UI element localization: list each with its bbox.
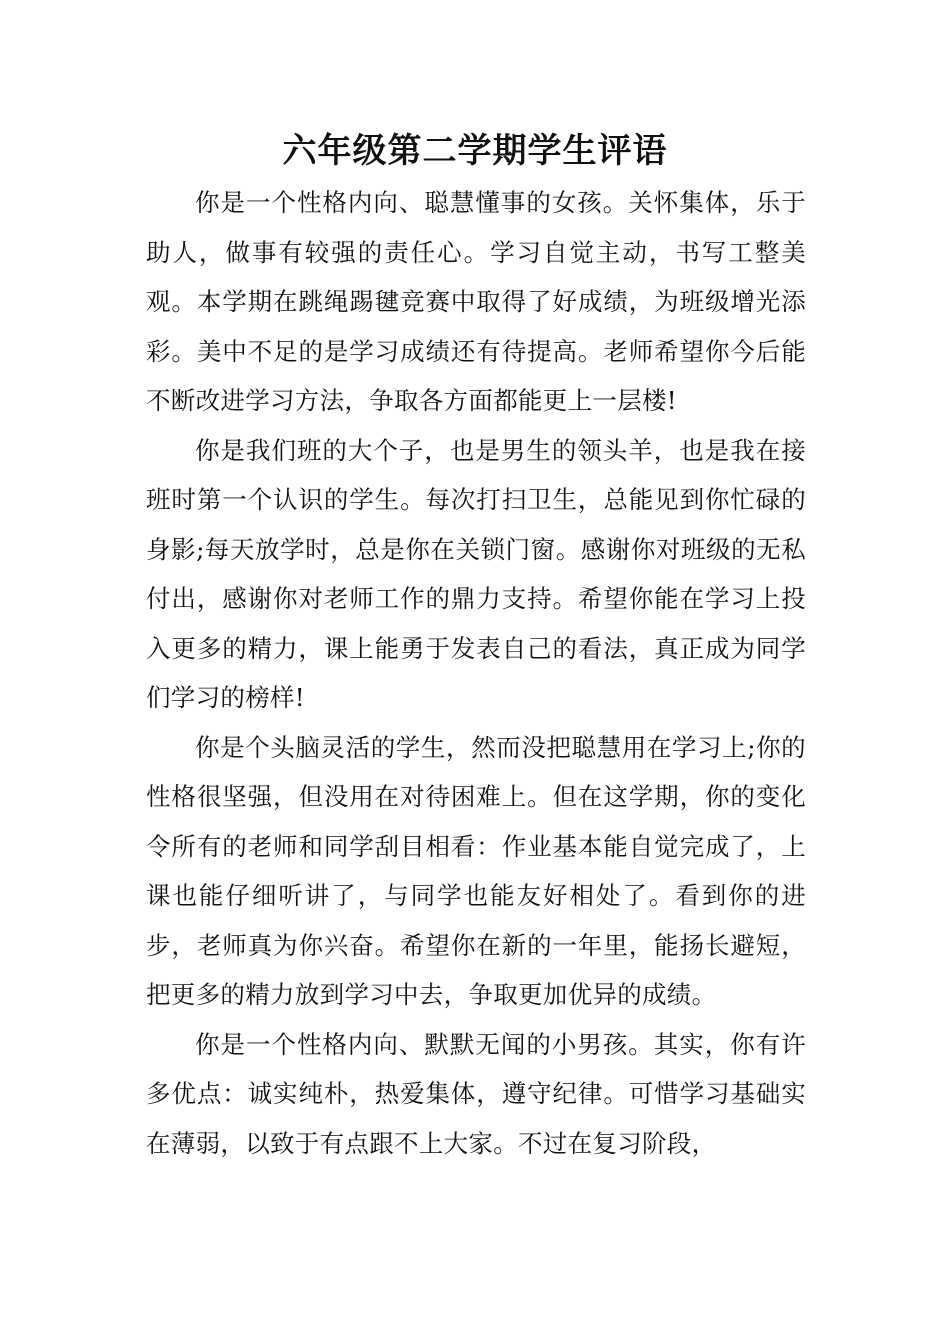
paragraph-2: 你是我们班的大个子，也是男生的领头羊，也是我在接班时第一个认识的学生。每次打扫卫生，总能见到你忙碌的身影;每天放学时，总是你在关锁门窗。感谢你对班级的无私付出，感谢你对老师工作的鼎力支持。希望你能在学习上投入更多的精力，课上能勇于发表自己的看法，真正成为同学们学习的榜样!	[146, 435, 806, 712]
paragraph-3: 你是个头脑灵活的学生，然而没把聪慧用在学习上;你的性格很坚强，但没用在对待困难上。但在这学期，你的变化令所有的老师和同学刮目相看：作业基本能自觉完成了，上课也能仔细听讲了，与同学也能友好相处了。看到你的进步，老师真为你兴奋。希望你在新的一年里，能扬长避短，把更多的精力放到学习中去，争取更加优异的成绩。	[146, 732, 806, 1009]
document-body	[146, 178, 806, 1168]
paragraph-4: 你是一个性格内向、默默无闻的小男孩。其实，你有许多优点：诚实纯朴，热爱集体，遵守纪律。可惜学习基础实在薄弱，以致于有点跟不上大家。不过在复习阶段，	[146, 1029, 806, 1158]
document-title: 六年级第二学期学生评语	[282, 131, 668, 171]
paragraph-1: 你是一个性格内向、聪慧懂事的女孩。关怀集体，乐于助人，做事有较强的责任心。学习自觉主动，书写工整美观。本学期在跳绳踢毽竞赛中取得了好成绩，为班级增光添彩。美中不足的是学习成绩还有待提高。老师希望你今后能不断改进学习方法，争取各方面都能更上一层楼!	[146, 188, 806, 415]
